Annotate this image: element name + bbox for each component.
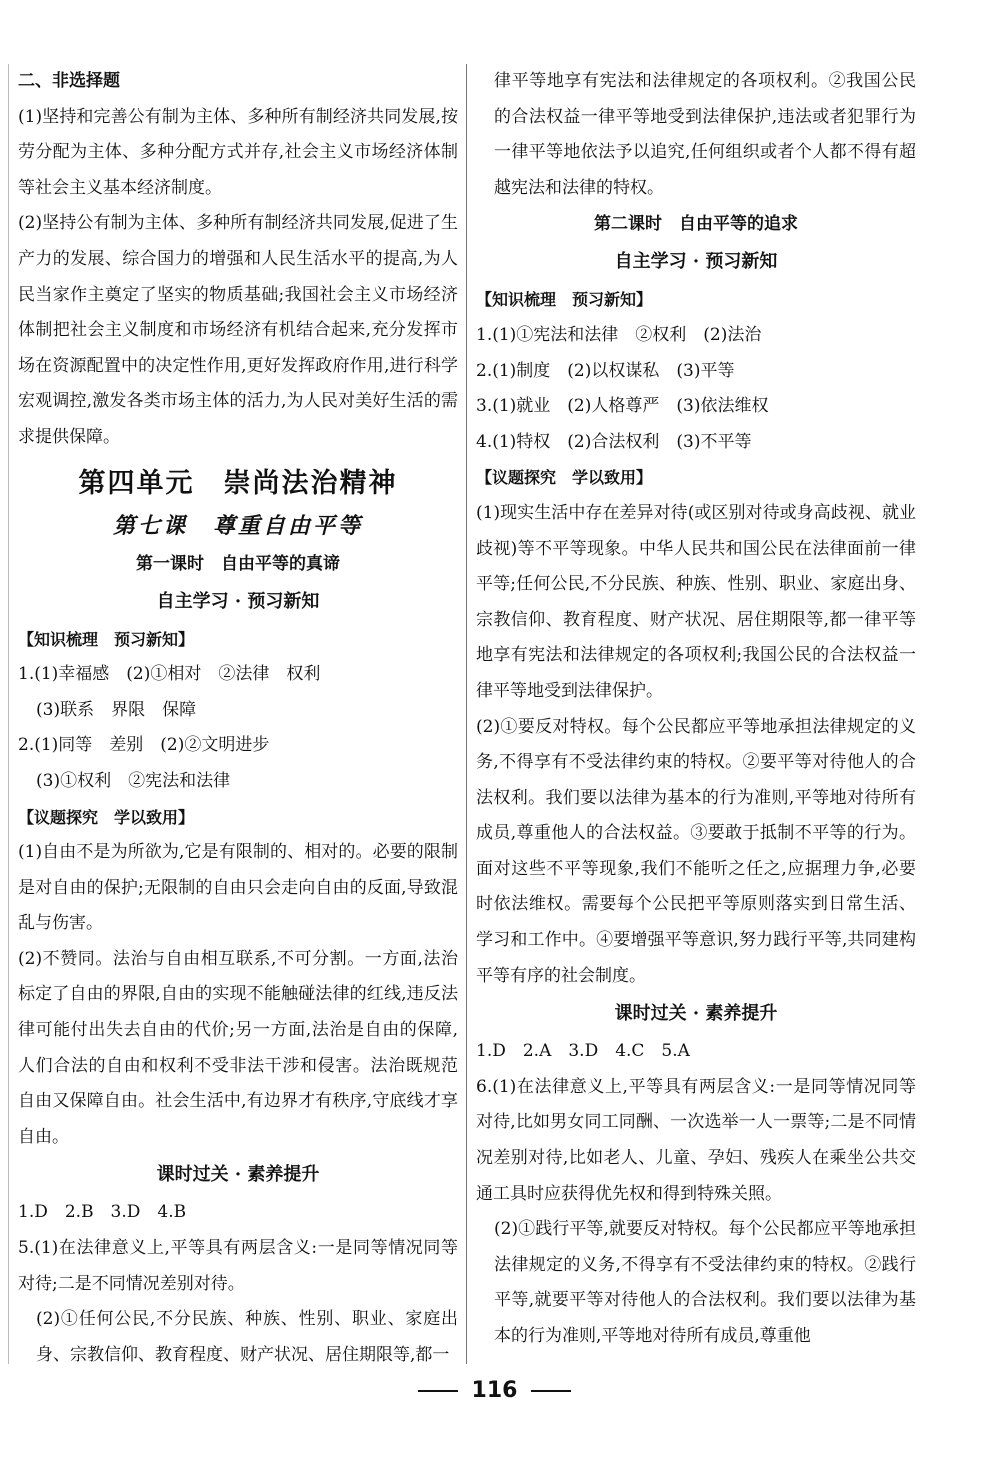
paragraph: 5.(1)在法律意义上,平等具有两层含义:一是同等情况同等对待;二是不同情况差别对待。	[18, 1238, 458, 1294]
answer-line: 2.(1)同等 差别 (2)②文明进步	[18, 735, 270, 756]
subsection-title: 课时过关 · 素养提升	[156, 1164, 320, 1186]
footer-dash	[531, 1390, 571, 1392]
paragraph: (1)自由不是为所欲为,它是有限制的、相对的。必要的限制是对自由的保护;无限制的自由只会走向自由的反面,导致混乱与伤害。	[18, 842, 458, 934]
lesson-title: 第七课 尊重自由平等	[112, 512, 363, 539]
section-heading: 二、非选择题	[18, 71, 120, 91]
answer-line: (3)①权利 ②宪法和法律	[36, 770, 231, 791]
answer-line: 1.D 2.B 3.D 4.B	[18, 1202, 187, 1223]
tag-label: 【议题探究 学以致用】	[476, 468, 653, 488]
tag-label: 【知识梳理 预习新知】	[476, 290, 653, 310]
paragraph: (2)不赞同。法治与自由相互联系,不可分割。一方面,法治标定了自由的界限,自由的实现不能触碰法律的红线,违反法律可能付出失去自由的代价;另一方面,法治是自由的保障,人们合法的自由和权利不受非法干涉和侵害。法治既规范自由又保障自由。社会生活中,有边界才有秩序,守底线才享自由。	[18, 948, 458, 1147]
right-column	[476, 64, 916, 1355]
paragraph: (1)现实生活中存在差异对待(或区别对待或身高歧视、就业歧视)等不平等现象。中华人民共和国公民在法律面前一律平等;任何公民,不分民族、种族、性别、职业、家庭出身、宗教信仰、教育程度、财产状况、居住期限等,都一律平等地享有宪法和法律规定的各项权利;我国公民的合法权益一律平等地受到法律保护。	[476, 502, 916, 701]
subsection-title: 自主学习 · 预习新知	[156, 590, 320, 612]
footer-dash	[418, 1390, 458, 1392]
column-divider	[466, 64, 467, 1364]
answer-line: 1.(1)①宪法和法律 ②权利 (2)法治	[476, 324, 762, 345]
subsection-title: 课时过关 · 素养提升	[614, 1003, 778, 1025]
answer-line: 1.D 2.A 3.D 4.C 5.A	[476, 1041, 690, 1062]
paragraph: 6.(1)在法律意义上,平等具有两层含义:一是同等情况同等对待,比如男女同工同酬、一次选举一人一票等;二是不同情况差别对待,比如老人、儿童、孕妇、残疾人在乘坐公共交通工具时应获得优先权和得到特殊关照。	[476, 1076, 916, 1204]
left-column	[18, 64, 458, 1373]
answer-line: 4.(1)特权 (2)合法权利 (3)不平等	[476, 431, 752, 452]
answer-line: 3.(1)就业 (2)人格尊严 (3)依法维权	[476, 396, 769, 417]
tag-label: 【知识梳理 预习新知】	[18, 629, 195, 649]
page-number: 116	[471, 1378, 518, 1403]
unit-title: 第四单元 崇尚法治精神	[78, 467, 398, 499]
page-edge-line	[8, 64, 9, 1364]
paragraph: (2)①要反对特权。每个公民都应平等地承担法律规定的义务,不得享有不受法律约束的特权。②要平等对待他人的合法权利。我们要以法律为基本的行为准则,平等地对待所有成员,尊重他人的合法权益。③要敢于抵制不平等的行为。面对这些不平等现象,我们不能听之任之,应据理力争,必要时依法维权。需要每个公民把平等原则落实到日常生活、学习和工作中。④要增强平等意识,努力践行平等,共同建构平等有序的社会制度。	[476, 716, 916, 986]
period-title: 第二课时 自由平等的追求	[594, 214, 798, 235]
answer-line: (3)联系 界限 保障	[36, 699, 197, 720]
paragraph: (2)坚持公有制为主体、多种所有制经济共同发展,促进了生产力的发展、综合国力的增强和人民生活水平的提高,为人民当家作主奠定了坚实的物质基础;我国社会主义市场经济体制把社会主义制度和市场经济有机结合起来,充分发挥市场在资源配置中的决定性作用,更好发挥政府作用,进行科学宏观调控,激发各类市场主体的活力,为人民对美好生活的需求提供保障。	[18, 213, 458, 447]
paragraph: (2)①任何公民,不分民族、种族、性别、职业、家庭出身、宗教信仰、教育程度、财产状况、居住期限等,都一	[36, 1309, 458, 1365]
answer-line: 2.(1)制度 (2)以权谋私 (3)平等	[476, 360, 735, 381]
answer-line: 1.(1)幸福感 (2)①相对 ②法律 权利	[18, 664, 321, 685]
period-title: 第一课时 自由平等的真谛	[136, 553, 340, 574]
subsection-title: 自主学习 · 预习新知	[614, 251, 778, 273]
paragraph: (2)①践行平等,就要反对特权。每个公民都应平等地承担法律规定的义务,不得享有不受法律约束的特权。②践行平等,就要平等对待他人的合法权利。我们要以法律为基本的行为准则,平等地对待所有成员,尊重他	[494, 1219, 916, 1346]
paragraph: 律平等地享有宪法和法律规定的各项权利。②我国公民的合法权益一律平等地受到法律保护,违法或者犯罪行为一律平等地依法予以追究,任何组织或者个人都不得有超越宪法和法律的特权。	[494, 71, 916, 198]
page-footer	[0, 1378, 989, 1403]
paragraph: (1)坚持和完善公有制为主体、多种所有制经济共同发展,按劳分配为主体、多种分配方式并存,社会主义市场经济体制等社会主义基本经济制度。	[18, 106, 458, 198]
tag-label: 【议题探究 学以致用】	[18, 807, 195, 827]
